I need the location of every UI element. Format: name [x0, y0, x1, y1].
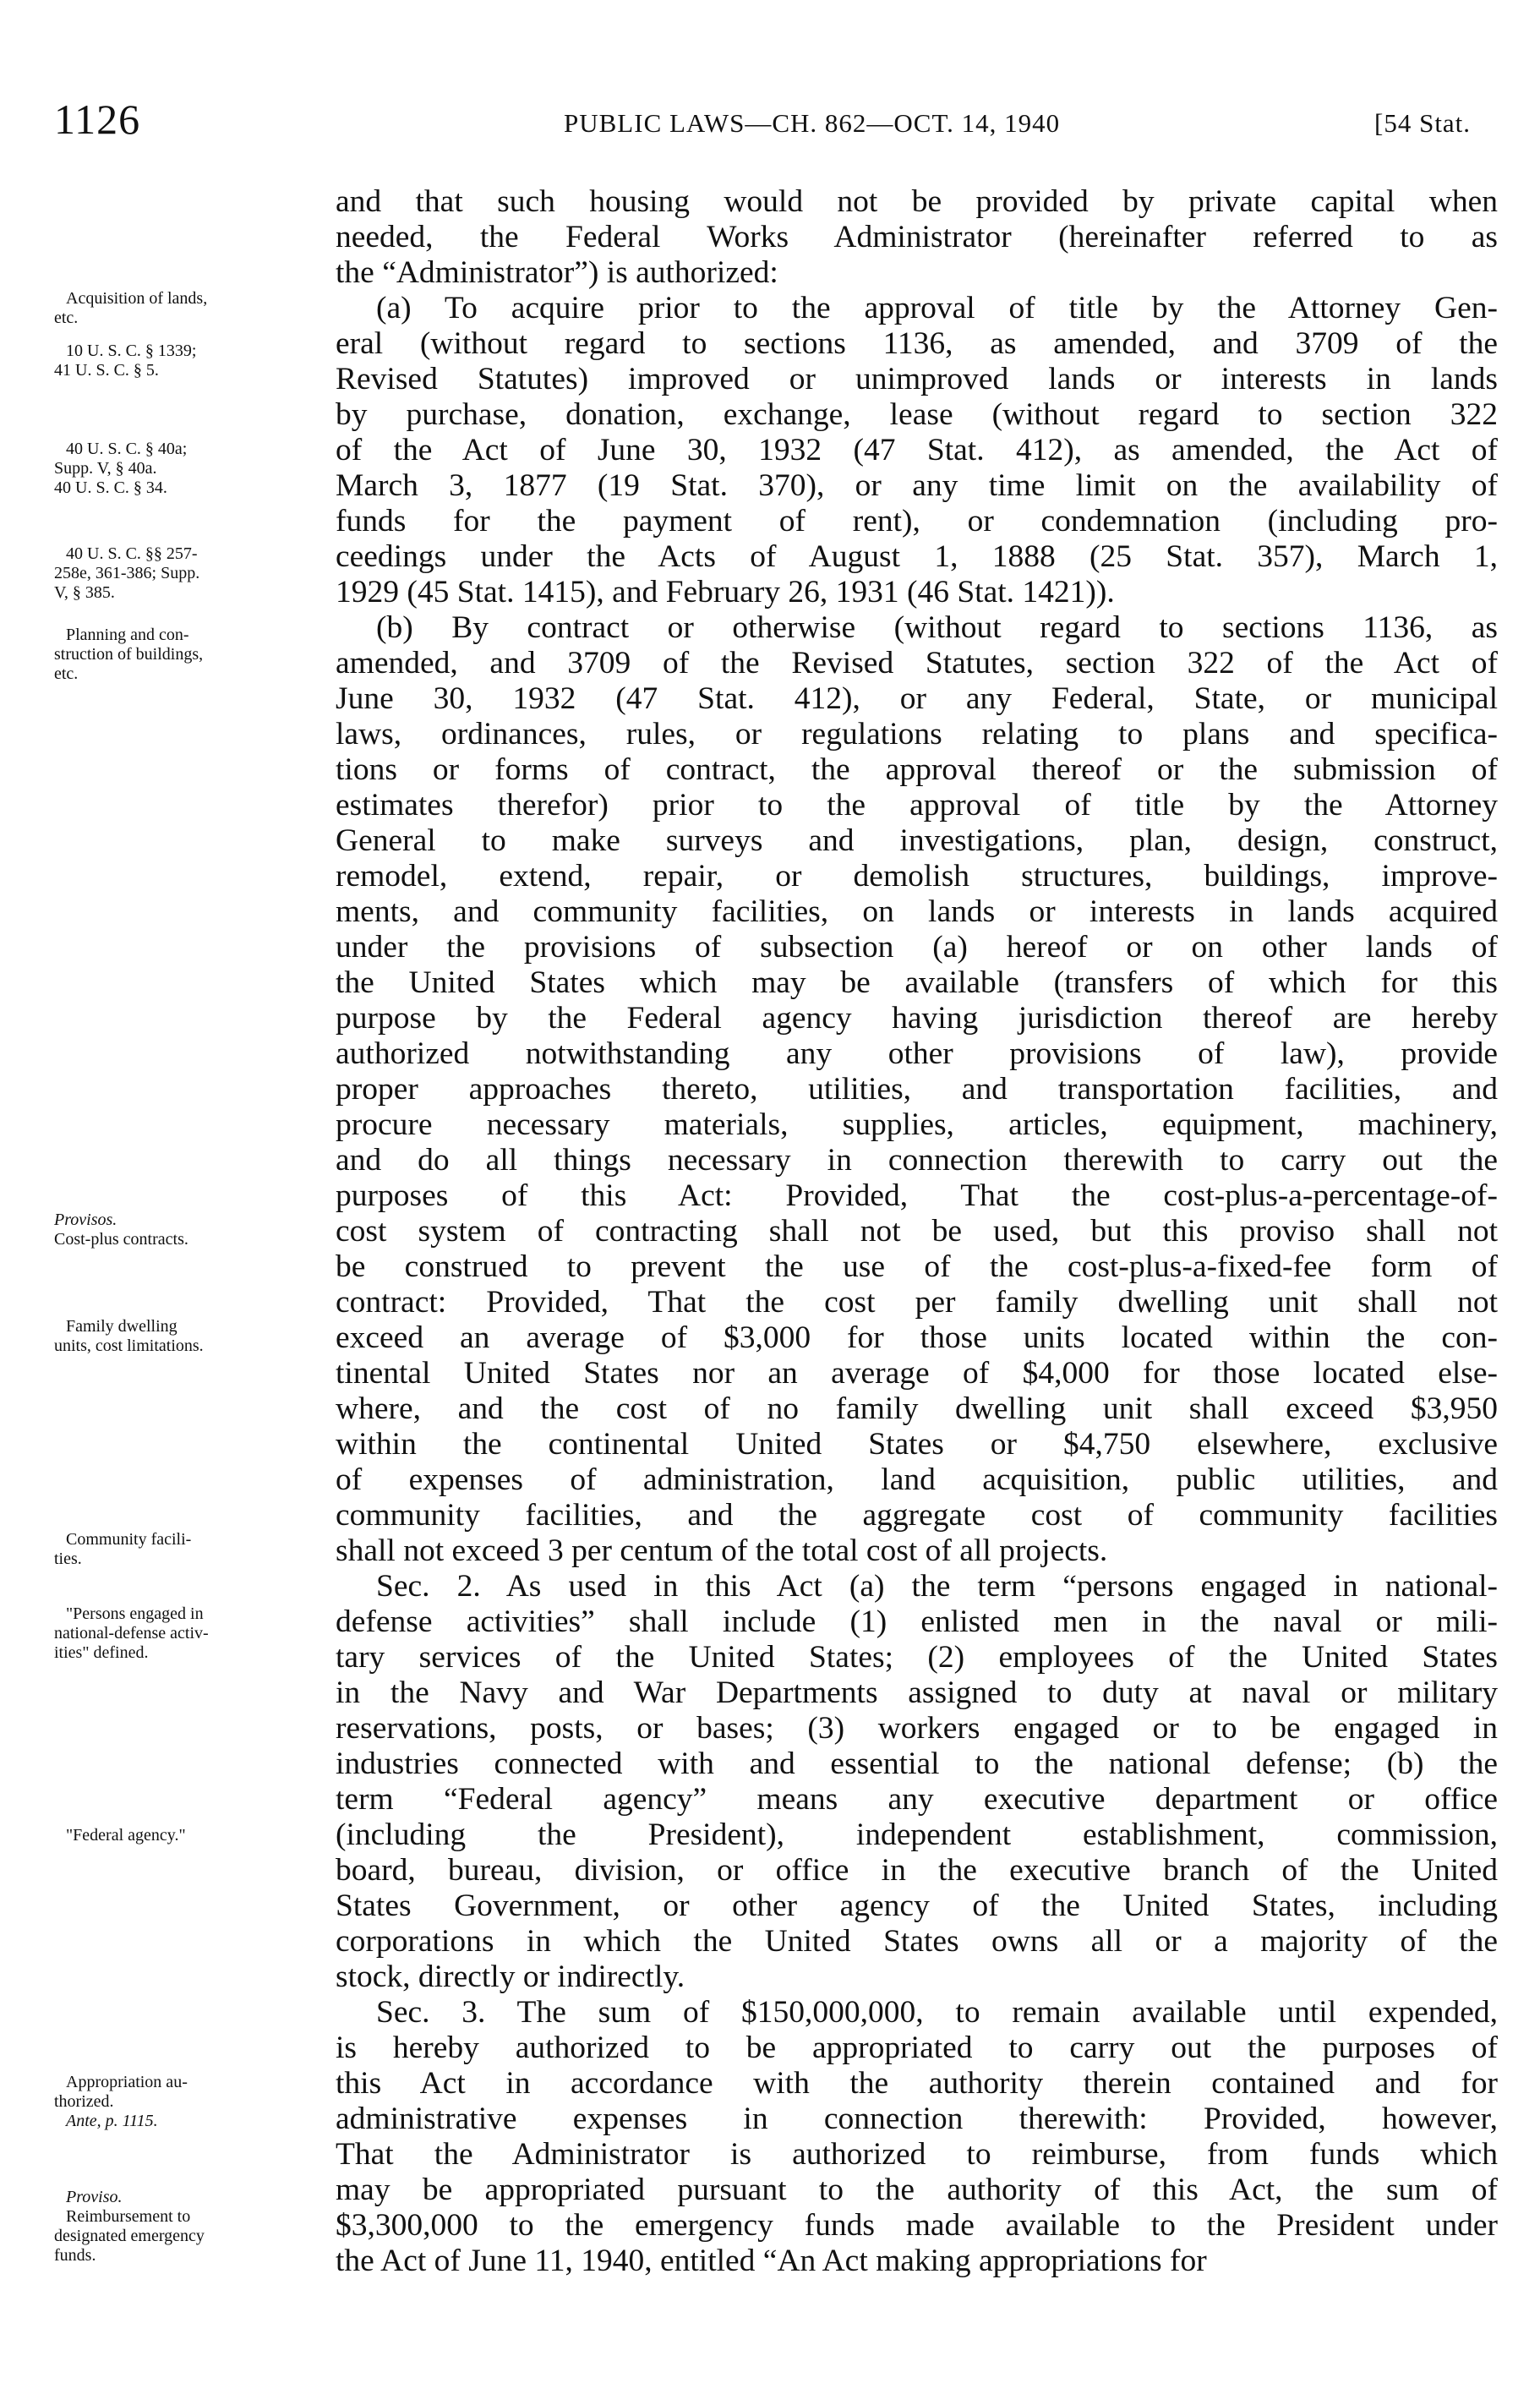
margin-note-line: "Federal agency.": [66, 1826, 186, 1845]
margin-note-line: funds.: [54, 2246, 96, 2265]
margin-note-line: 10 U. S. C. § 1339;: [66, 342, 197, 360]
margin-note-line: 40 U. S. C. § 34.: [54, 478, 167, 497]
statute-body-text: [336, 184, 1498, 2279]
body-line: may be appropriated pursuant to the authority of this Act, the sum of: [336, 2173, 1498, 2207]
body-line: tinental United States nor an average of $4,000 for those located else-: [336, 1356, 1498, 1391]
body-line: amended, and 3709 of the Revised Statutes, section 322 of the Act of: [336, 646, 1498, 681]
margin-note-line: 258e, 361-386; Supp.: [54, 564, 200, 582]
body-line: contract: Provided, That the cost per family dwelling unit shall not: [336, 1285, 1498, 1320]
body-line: exceed an average of $3,000 for those units located within the con-: [336, 1320, 1498, 1355]
margin-note-line: Planning and con-: [66, 626, 189, 644]
body-line: the United States which may be available (transfers of which for this: [336, 965, 1498, 1000]
body-line: defense activities” shall include (1) enlisted men in the naval or mili-: [336, 1604, 1498, 1639]
body-line: tary services of the United States; (2) employees of the United States: [336, 1640, 1498, 1675]
body-line: States Government, or other agency of the United States, including: [336, 1888, 1498, 1923]
body-line: is hereby authorized to be appropriated to carry out the purposes of: [336, 2031, 1498, 2065]
margin-note-line: 41 U. S. C. § 5.: [54, 361, 159, 380]
margin-note-line: Cost-plus contracts.: [54, 1230, 188, 1249]
body-line: in the Navy and War Departments assigned to duty at naval or military: [336, 1675, 1498, 1710]
body-line: industries connected with and essential to the national defense; (b) the: [336, 1746, 1498, 1781]
body-line: estimates therefor) prior to the approval of title by the Attorney: [336, 788, 1498, 823]
body-line: (including the President), independent establishment, commission,: [336, 1817, 1498, 1852]
running-title: PUBLIC LAWS—CH. 862—OCT. 14, 1940: [564, 108, 1061, 138]
body-line: board, bureau, division, or office in the executive branch of the United: [336, 1853, 1498, 1888]
margin-note-line: ties.: [54, 1550, 82, 1568]
margin-note-line: Ante, p. 1115.: [66, 2112, 158, 2130]
body-line: Sec. 2. As used in this Act (a) the term “persons engaged in national-: [376, 1569, 1498, 1604]
body-line: $3,300,000 to the emergency funds made available to the President under: [336, 2208, 1498, 2243]
body-line: by purchase, donation, exchange, lease (without regard to section 322: [336, 397, 1498, 432]
body-line: purpose by the Federal agency having jurisdiction thereof are hereby: [336, 1001, 1498, 1036]
body-line: where, and the cost of no family dwelling unit shall exceed $3,950: [336, 1391, 1498, 1426]
margin-note-citation-1: [54, 342, 308, 380]
margin-note-line: 40 U. S. C. § 40a;: [66, 440, 188, 458]
body-line: under the provisions of subsection (a) hereof or on other lands of: [336, 930, 1498, 965]
body-line: corporations in which the United States owns all or a majority of the: [336, 1924, 1498, 1959]
body-line: proper approaches thereto, utilities, and transportation facilities, and: [336, 1072, 1498, 1107]
margin-note-line: Reimbursement to: [66, 2207, 191, 2226]
body-line: needed, the Federal Works Administrator (hereinafter referred to as: [336, 220, 1498, 254]
body-line: stock, directly or indirectly.: [336, 1960, 685, 1994]
margin-note-acquisition: [54, 289, 308, 328]
margin-note-line: ities" defined.: [54, 1643, 149, 1662]
margin-note-line: Appropriation au-: [66, 2073, 188, 2091]
margin-note-citation-2: [54, 440, 308, 498]
margin-note-cost-plus: [54, 1211, 308, 1249]
body-line: of expenses of administration, land acquisition, public utilities, and: [336, 1462, 1498, 1497]
margin-note-planning: [54, 626, 308, 684]
body-line: shall not exceed 3 per centum of the total cost of all projects.: [336, 1533, 1108, 1568]
volume-reference: [54 Stat.: [1374, 108, 1472, 138]
body-line: June 30, 1932 (47 Stat. 412), or any Federal, State, or municipal: [336, 681, 1498, 716]
margin-note-citation-3: [54, 544, 308, 603]
body-line: the “Administrator”) is authorized:: [336, 255, 778, 290]
body-line: Revised Statutes) improved or unimproved lands or interests in lands: [336, 362, 1498, 396]
body-line: within the continental United States or $4,750 elsewhere, exclusive: [336, 1427, 1498, 1462]
body-line: and that such housing would not be provided by private capital when: [336, 184, 1498, 219]
body-line: the Act of June 11, 1940, entitled “An Act making appropriations for: [336, 2244, 1207, 2278]
margin-note-line: etc.: [54, 309, 79, 327]
margin-note-reimbursement: [54, 2188, 308, 2266]
margin-note-line: Family dwelling: [66, 1317, 177, 1336]
body-line: reservations, posts, or bases; (3) workers engaged or to be engaged in: [336, 1711, 1498, 1746]
margin-note-line: Supp. V, § 40a.: [54, 459, 157, 478]
margin-note-line: V, § 385.: [54, 583, 115, 602]
margin-note-line: units, cost limitations.: [54, 1336, 204, 1355]
body-line: this Act in accordance with the authority therein contained and for: [336, 2066, 1498, 2101]
body-line: procure necessary materials, supplies, articles, equipment, machinery,: [336, 1107, 1498, 1142]
body-line: March 3, 1877 (19 Stat. 370), or any time limit on the availability of: [336, 468, 1498, 503]
margin-note-persons-engaged: [54, 1604, 308, 1663]
margin-note-appropriation: [54, 2073, 308, 2131]
body-line: purposes of this Act: Provided, That the cost-plus-a-percentage-of-: [336, 1178, 1498, 1213]
margin-note-line: Acquisition of lands,: [66, 289, 208, 308]
body-line: be construed to prevent the use of the cost-plus-a-fixed-fee form of: [336, 1249, 1498, 1284]
body-line: and do all things necessary in connection therewith to carry out the: [336, 1143, 1498, 1178]
body-line: funds for the payment of rent), or condemnation (including pro-: [336, 504, 1498, 538]
margin-note-line: struction of buildings,: [54, 645, 204, 664]
margin-note-federal-agency: [54, 1826, 308, 1845]
body-line: cost system of contracting shall not be used, but this proviso shall not: [336, 1214, 1498, 1249]
body-line: administrative expenses in connection therewith: Provided, however,: [336, 2102, 1498, 2136]
body-line: ments, and community facilities, on lands or interests in lands acquired: [336, 894, 1498, 929]
margin-note-community: [54, 1530, 308, 1569]
body-line: laws, ordinances, rules, or regulations relating to plans and specifica-: [336, 717, 1498, 752]
margin-note-line: "Persons engaged in: [66, 1604, 204, 1623]
margin-note-line: national-defense activ-: [54, 1624, 209, 1643]
margin-note-line: 40 U. S. C. §§ 257-: [66, 544, 198, 563]
body-line: ceedings under the Acts of August 1, 1888 (25 Stat. 357), March 1,: [336, 539, 1498, 574]
margin-note-line: Proviso.: [66, 2188, 123, 2206]
body-line: 1929 (45 Stat. 1415), and February 26, 1931 (46 Stat. 1421)).: [336, 575, 1115, 609]
body-line: Sec. 3. The sum of $150,000,000, to remain available until expended,: [376, 1995, 1498, 2030]
body-line: authorized notwithstanding any other provisions of law), provide: [336, 1036, 1498, 1071]
body-line: General to make surveys and investigations, plan, design, construct,: [336, 823, 1498, 858]
margin-note-line: Provisos.: [54, 1211, 117, 1229]
page-number: 1126: [54, 96, 141, 143]
body-line: (a) To acquire prior to the approval of title by the Attorney Gen-: [376, 291, 1498, 325]
body-line: remodel, extend, repair, or demolish structures, buildings, improve-: [336, 859, 1498, 894]
margin-note-line: Community facili-: [66, 1530, 192, 1549]
body-line: of the Act of June 30, 1932 (47 Stat. 412), as amended, the Act of: [336, 433, 1498, 467]
margin-note-family-dwelling: [54, 1317, 308, 1356]
body-line: (b) By contract or otherwise (without regard to sections 1136, as: [376, 610, 1498, 645]
margin-note-line: designated emergency: [54, 2227, 205, 2245]
body-line: tions or forms of contract, the approval thereof or the submission of: [336, 752, 1498, 787]
margin-note-line: etc.: [54, 664, 79, 683]
body-line: community facilities, and the aggregate cost of community facilities: [336, 1498, 1498, 1533]
body-line: eral (without regard to sections 1136, as amended, and 3709 of the: [336, 326, 1498, 361]
body-line: term “Federal agency” means any executive department or office: [336, 1782, 1498, 1817]
margin-note-line: thorized.: [54, 2092, 114, 2111]
body-line: That the Administrator is authorized to reimburse, from funds which: [336, 2137, 1498, 2172]
